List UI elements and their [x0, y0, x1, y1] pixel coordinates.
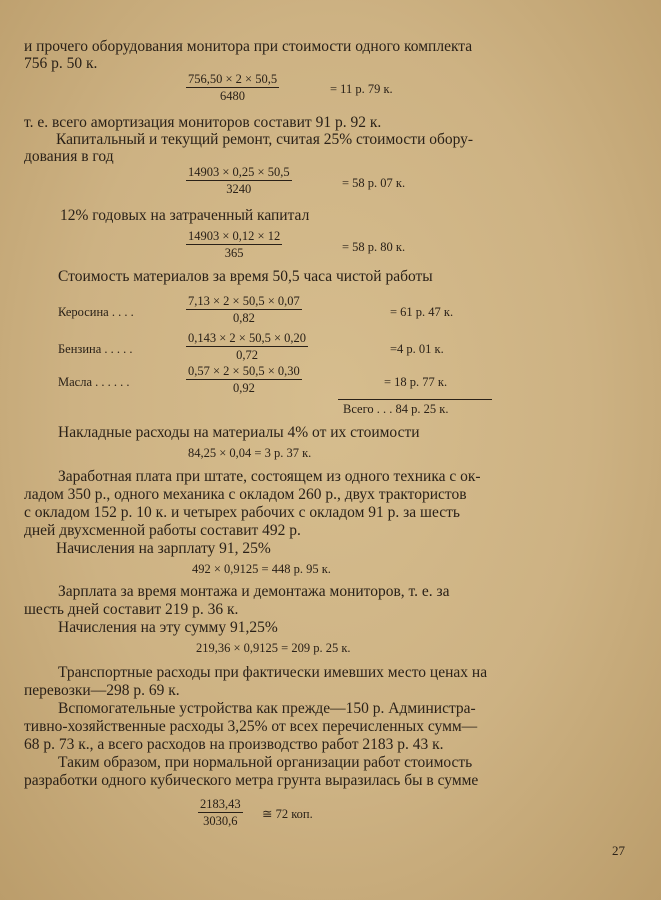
- material-label: Бензина . . . . .: [58, 342, 133, 356]
- formula-denominator: 0,82: [232, 311, 255, 325]
- formula-denominator: 365: [224, 246, 244, 260]
- materials-total: Всего . . . 84 р. 25 к.: [343, 402, 449, 416]
- formula-amortization: [186, 72, 279, 103]
- total-rule: [338, 399, 492, 400]
- text-line-11: с окладом 152 р. 10 к. и четырех рабочих с окладом 91 р. за шесть: [24, 504, 460, 521]
- formula-oil: [186, 364, 302, 395]
- formula-numerator: 7,13 × 2 × 50,5 × 0,07: [188, 294, 300, 308]
- formula-numerator: 756,50 × 2 × 50,5: [188, 72, 278, 86]
- text-line-6: 12% годовых на затраченный капитал: [60, 207, 310, 224]
- text-line-18: перевозки—298 р. 69 к.: [24, 682, 180, 699]
- calc-salary-charges: 492 × 0,9125 = 448 р. 95 к.: [192, 562, 331, 576]
- text-line-4: Капитальный и текущий ремонт, считая 25% стоимости обору-: [56, 131, 474, 148]
- formula-result: =4 р. 01 к.: [390, 342, 444, 356]
- formula-capital: [186, 229, 282, 260]
- text-line-22: Таким образом, при нормальной организации работ стоимость: [58, 754, 473, 771]
- formula-result: = 58 р. 07 к.: [342, 176, 406, 190]
- material-label: Керосина . . . .: [58, 305, 134, 319]
- text-line-12: дней двухсменной работы составит 492 р.: [24, 522, 301, 539]
- text-line-16: Начисления на эту сумму 91,25%: [58, 619, 278, 636]
- formula-result: = 58 р. 80 к.: [342, 240, 406, 254]
- text-line-14: Зарплата за время монтажа и демонтажа мониторов, т. е. за: [58, 583, 450, 600]
- text-line-10: ладом 350 р., одного механика с окладом 260 р., двух трактористов: [24, 486, 467, 503]
- calc-overhead: 84,25 × 0,04 = 3 р. 37 к.: [188, 446, 312, 460]
- text-line-2: 756 р. 50 к.: [24, 55, 98, 72]
- formula-denominator: 0,72: [236, 348, 258, 362]
- text-line-9: Заработная плата при штате, состоящем из одного техника с ок-: [58, 468, 481, 485]
- page-number: 27: [612, 843, 625, 858]
- formula-result: = 11 р. 79 к.: [330, 82, 393, 96]
- formula-denominator: 0,92: [232, 381, 255, 395]
- formula-unit-cost: [198, 797, 243, 828]
- formula-numerator: 0,143 × 2 × 50,5 × 0,20: [188, 331, 307, 345]
- material-label: Масла . . . . . .: [58, 375, 130, 389]
- text-line-17: Транспортные расходы при фактически имевших место ценах на: [58, 664, 488, 681]
- formula-gasoline: [186, 331, 308, 362]
- formula-result: = 18 р. 77 к.: [384, 375, 448, 389]
- text-line-19: Вспомогательные устройства как прежде—150 р. Администра-: [58, 700, 476, 717]
- text-line-3: т. е. всего амортизация мониторов составит 91 р. 92 к.: [24, 114, 382, 131]
- formula-numerator: 14903 × 0,25 × 50,5: [188, 165, 290, 179]
- text-line-8: Накладные расходы на материалы 4% от их стоимости: [58, 424, 420, 441]
- formula-numerator: 0,57 × 2 × 50,5 × 0,30: [188, 364, 300, 378]
- formula-result: ≅ 72 коп.: [262, 807, 313, 821]
- text-line-21: 68 р. 73 к., а всего расходов на производство работ 2183 р. 43 к.: [24, 736, 444, 753]
- formula-numerator: 14903 × 0,12 × 12: [188, 229, 281, 243]
- formula-numerator: 2183,43: [200, 797, 241, 811]
- text-line-13: Начисления на зарплату 91, 25%: [56, 540, 271, 557]
- text-line-7: Стоимость материалов за время 50,5 часа чистой работы: [58, 268, 433, 285]
- formula-repair: [186, 165, 292, 196]
- text-line-5: дования в год: [24, 148, 114, 165]
- formula-denominator: 3240: [226, 182, 252, 196]
- formula-denominator: 3030,6: [203, 814, 238, 828]
- formula-denominator: 6480: [220, 89, 246, 103]
- formula-kerosene: [186, 294, 302, 325]
- text-line-15: шесть дней составит 219 р. 36 к.: [24, 601, 239, 618]
- text-line-20: тивно-хозяйственные расходы 3,25% от всех перечисленных сумм—: [24, 718, 478, 735]
- text-line-1: и прочего оборудования монитора при стоимости одного комплекта: [24, 38, 473, 55]
- formula-result: = 61 р. 47 к.: [390, 305, 454, 319]
- text-line-23: разработки одного кубического метра грунта выразилась бы в сумме: [24, 772, 479, 789]
- calc-installation-charges: 219,36 × 0,9125 = 209 р. 25 к.: [196, 641, 351, 655]
